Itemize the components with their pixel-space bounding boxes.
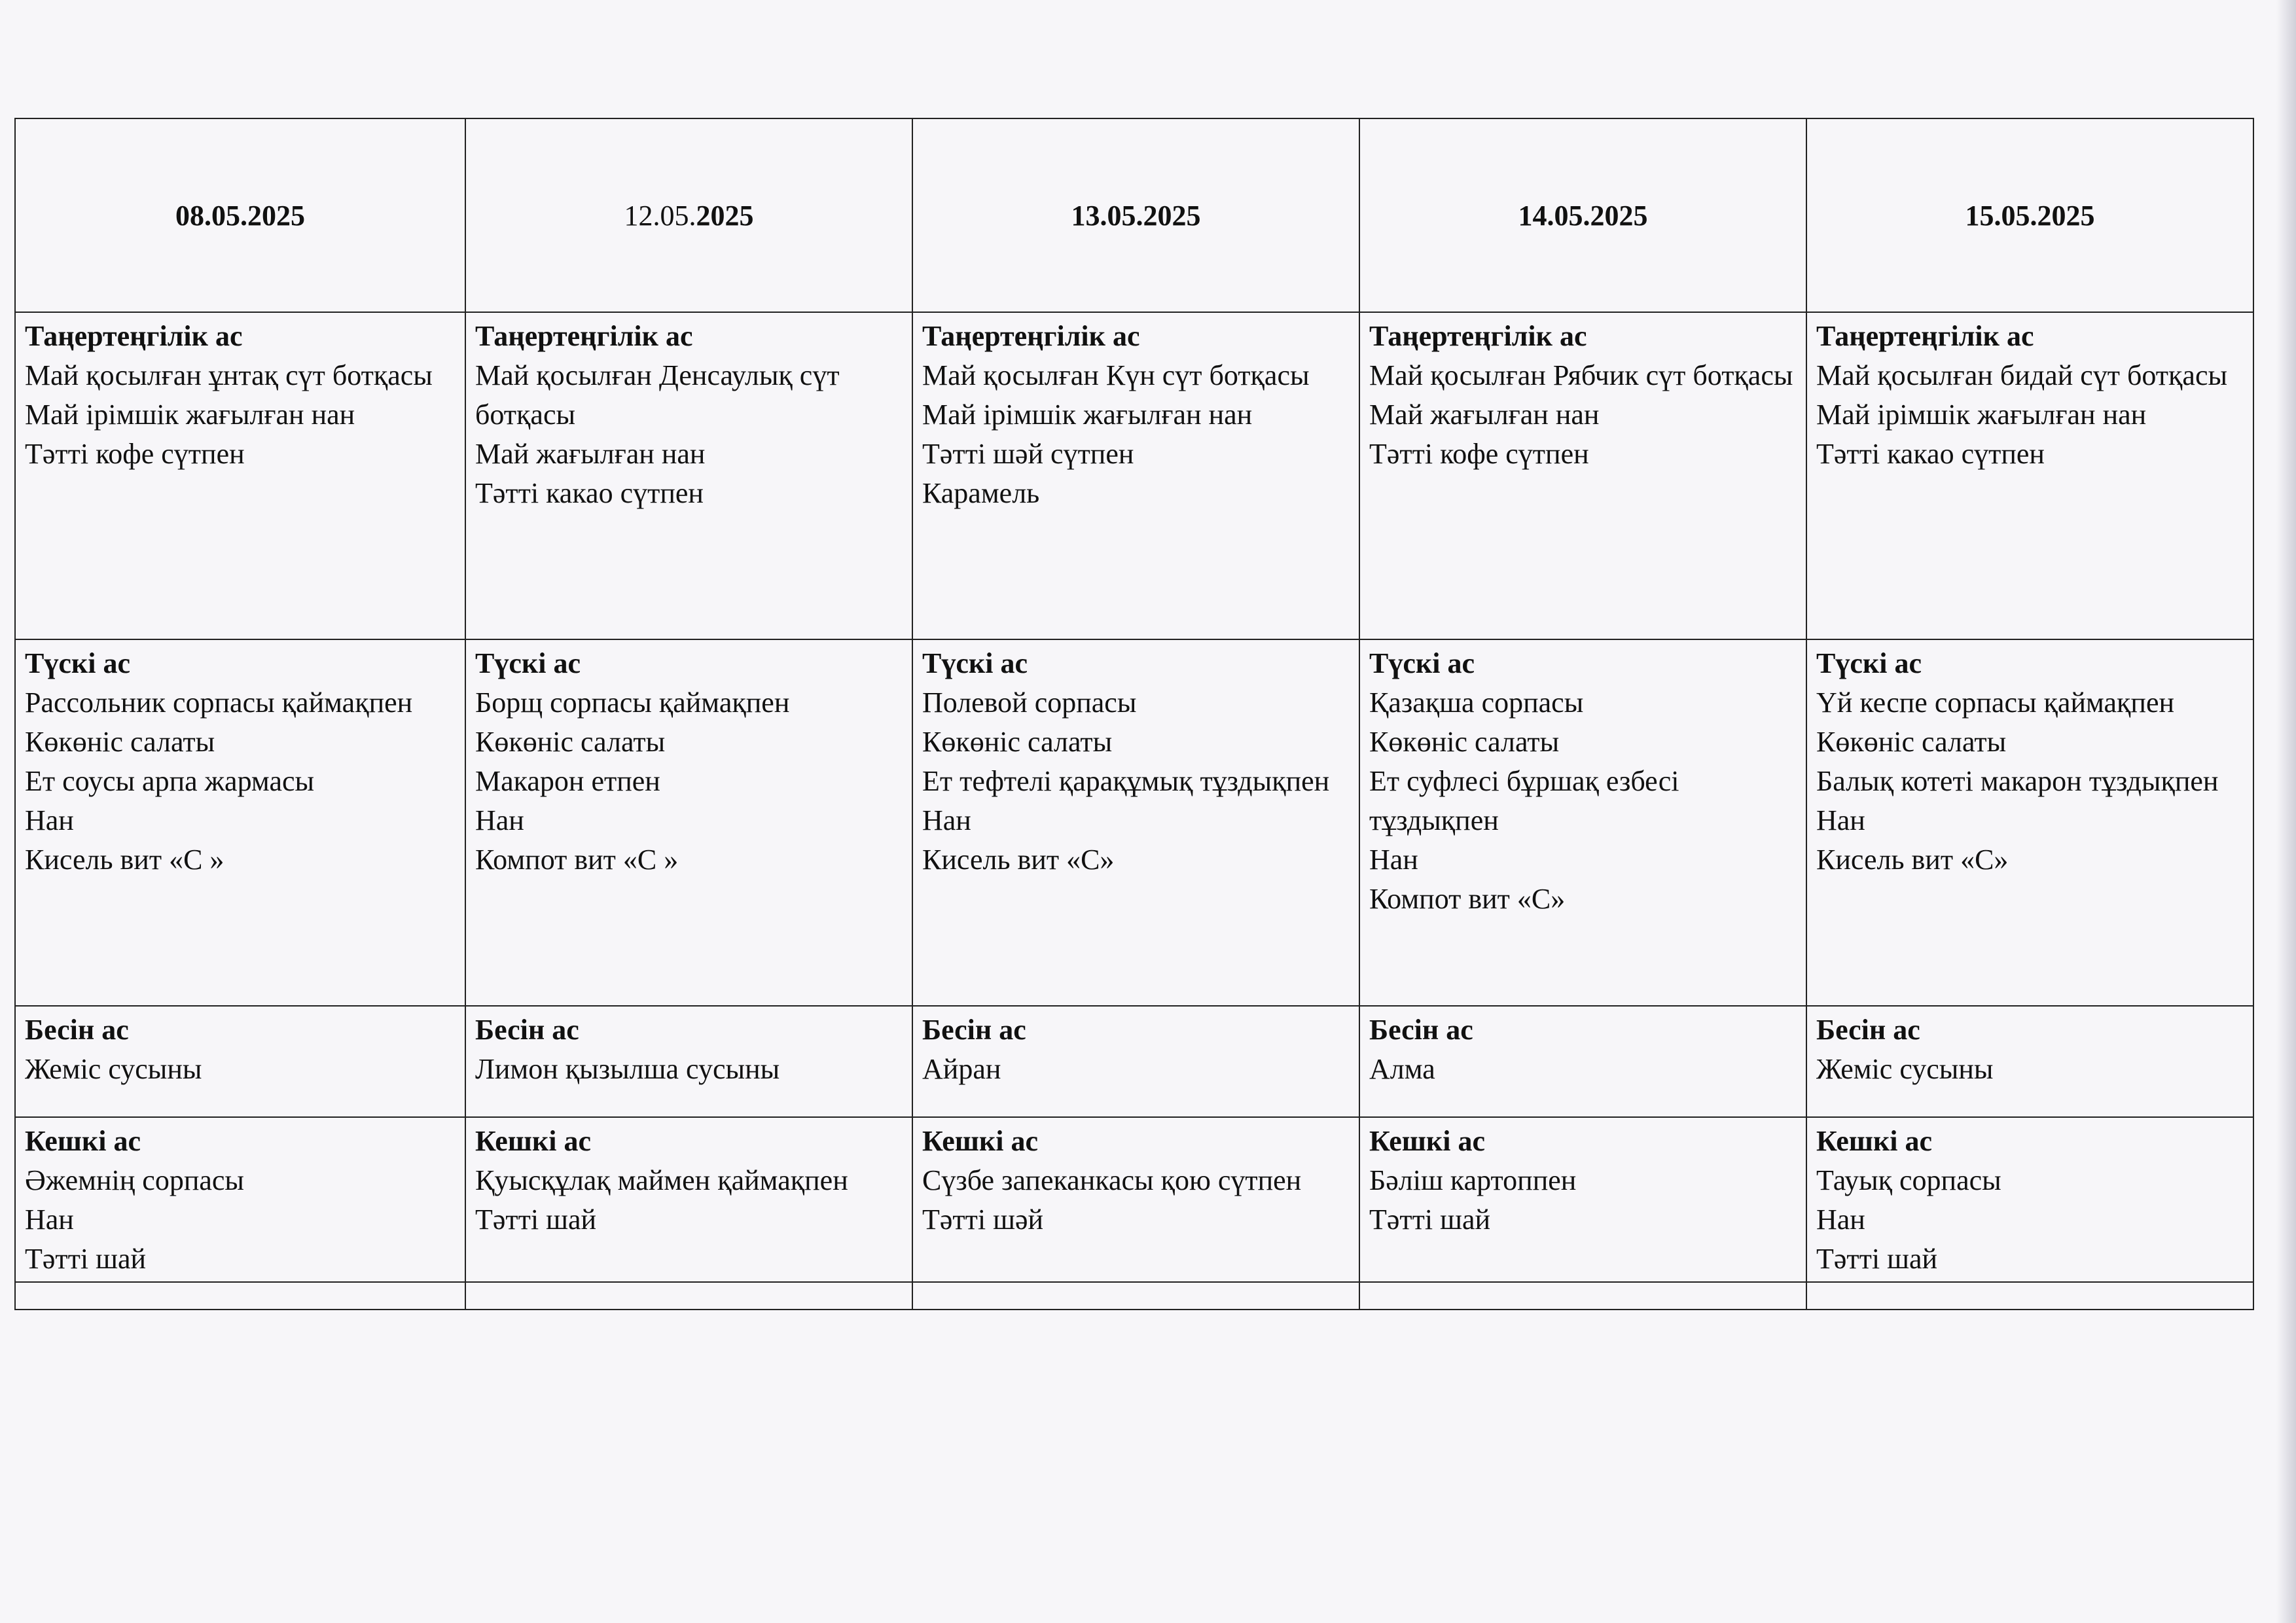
dinner-cell-4	[1359, 1117, 1806, 1282]
dish: Нан	[922, 804, 971, 836]
dish: Кисель вит «С»	[922, 844, 1115, 876]
dinner-cell-3	[912, 1117, 1359, 1282]
dish: Нан	[1369, 844, 1418, 876]
meal-title: Таңертеңгілік ас	[922, 320, 1140, 352]
dish: Көкөніс салаты	[922, 726, 1113, 758]
meal-title: Бесін ас	[1816, 1014, 1920, 1046]
dish: Тауық сорпасы	[1816, 1164, 2001, 1196]
breakfast-cell-3	[912, 312, 1359, 639]
lunch-cell-2	[465, 639, 912, 1006]
dish: Карамель	[922, 477, 1040, 509]
dish: Тәтті шай	[1816, 1243, 1938, 1275]
dish: Нан	[25, 1204, 74, 1236]
dish: Жеміс сусыны	[1816, 1053, 1994, 1085]
empty-cell	[1806, 1282, 2253, 1310]
snack-cell-1	[15, 1006, 465, 1117]
dish: Ет тефтелі қарақұмық тұздықпен	[922, 765, 1330, 797]
date-value: 08.05.2025	[175, 200, 305, 232]
date-year: 2025	[696, 200, 754, 232]
lunch-cell-4	[1359, 639, 1806, 1006]
dish: Көкөніс салаты	[1816, 726, 2007, 758]
scan-edge-shadow	[2276, 0, 2296, 1623]
dish: Май жағылған нан	[1369, 399, 1600, 431]
meal-title: Түскі ас	[1816, 647, 1922, 679]
meal-title: Таңертеңгілік ас	[25, 320, 243, 352]
meal-title: Кешкі ас	[922, 1125, 1039, 1157]
dinner-row	[15, 1117, 2253, 1282]
date-cell-1	[15, 118, 465, 312]
dish: Қазақша сорпасы	[1369, 687, 1584, 719]
dish: Балық котеті макарон тұздықпен	[1816, 765, 2219, 797]
dish: Нан	[1816, 804, 1865, 836]
dish: Тәтті шәй сүтпен	[922, 438, 1134, 470]
date-value: 14.05.2025	[1518, 200, 1648, 232]
dish: Май қосылған Денсаулық сүт ботқасы	[475, 359, 840, 431]
dish: Май қосылған Рябчик сүт ботқасы	[1369, 359, 1793, 391]
empty-cell	[1359, 1282, 1806, 1310]
snack-cell-4	[1359, 1006, 1806, 1117]
empty-cell	[912, 1282, 1359, 1310]
breakfast-cell-4	[1359, 312, 1806, 639]
dish: Компот вит «С»	[1369, 883, 1566, 915]
dish: Май қосылған ұнтақ сүт ботқасы	[25, 359, 433, 391]
date-value: 13.05.2025	[1071, 200, 1201, 232]
dish: Тәтті какао сүтпен	[1816, 438, 2045, 470]
lunch-row	[15, 639, 2253, 1006]
dish: Компот вит «С »	[475, 844, 679, 876]
dish: Тәтті шай	[475, 1204, 597, 1236]
meal-title: Кешкі ас	[475, 1125, 592, 1157]
dish: Ет суфлесі бұршақ езбесі тұздықпен	[1369, 765, 1679, 836]
dish: Айран	[922, 1053, 1001, 1085]
dish: Полевой сорпасы	[922, 687, 1137, 719]
dish: Тәтті шай	[25, 1243, 147, 1275]
dish: Көкөніс салаты	[1369, 726, 1560, 758]
dish: Кисель вит «С »	[25, 844, 224, 876]
meal-title: Таңертеңгілік ас	[1369, 320, 1587, 352]
lunch-cell-5	[1806, 639, 2253, 1006]
dish: Алма	[1369, 1053, 1435, 1085]
empty-cell	[15, 1282, 465, 1310]
meal-title: Түскі ас	[1369, 647, 1475, 679]
dish: Тәтті кофе сүтпен	[25, 438, 245, 470]
dish: Рассольник сорпасы қаймақпен	[25, 687, 413, 719]
meal-title: Таңертеңгілік ас	[1816, 320, 2034, 352]
dish: Қуысқұлақ маймен қаймақпен	[475, 1164, 848, 1196]
date-value: 15.05.2025	[1965, 200, 2095, 232]
snack-row	[15, 1006, 2253, 1117]
meal-title: Бесін ас	[475, 1014, 579, 1046]
dish: Макарон етпен	[475, 765, 660, 797]
dish: Тәтті шай	[1369, 1204, 1491, 1236]
dish: Нан	[475, 804, 524, 836]
breakfast-cell-2	[465, 312, 912, 639]
date-cell-4	[1359, 118, 1806, 312]
lunch-cell-3	[912, 639, 1359, 1006]
dish: Үй кеспе сорпасы қаймақпен	[1816, 687, 2175, 719]
dish: Әжемнің сорпасы	[25, 1164, 244, 1196]
dinner-cell-1	[15, 1117, 465, 1282]
dish: Көкөніс салаты	[25, 726, 215, 758]
meal-title: Түскі ас	[25, 647, 130, 679]
dish: Бәліш картоппен	[1369, 1164, 1577, 1196]
dish: Лимон қызылша сусыны	[475, 1053, 780, 1085]
meal-title: Бесін ас	[922, 1014, 1026, 1046]
dish: Май ірімшік жағылған нан	[25, 399, 355, 431]
dish: Жеміс сусыны	[25, 1053, 202, 1085]
dish: Май қосылған бидай сүт ботқасы	[1816, 359, 2228, 391]
dish: Май жағылған нан	[475, 438, 706, 470]
breakfast-row	[15, 312, 2253, 639]
dish: Борщ сорпасы қаймақпен	[475, 687, 790, 719]
lunch-cell-1	[15, 639, 465, 1006]
dish: Май қосылған Күн сүт ботқасы	[922, 359, 1310, 391]
dates-row	[15, 118, 2253, 312]
dinner-cell-5	[1806, 1117, 2253, 1282]
date-cell-2	[465, 118, 912, 312]
date-cell-5	[1806, 118, 2253, 312]
meal-title: Кешкі ас	[25, 1125, 141, 1157]
meal-title: Бесін ас	[25, 1014, 129, 1046]
snack-cell-2	[465, 1006, 912, 1117]
dish: Нан	[1816, 1204, 1865, 1236]
dish: Ет соусы арпа жармасы	[25, 765, 315, 797]
dish: Май ірімшік жағылған нан	[1816, 399, 2147, 431]
meal-title: Кешкі ас	[1816, 1125, 1933, 1157]
dish: Тәтті какао сүтпен	[475, 477, 704, 509]
snack-cell-5	[1806, 1006, 2253, 1117]
breakfast-cell-5	[1806, 312, 2253, 639]
empty-cell	[465, 1282, 912, 1310]
dish: Май ірімшік жағылған нан	[922, 399, 1253, 431]
dish: Көкөніс салаты	[475, 726, 666, 758]
snack-cell-3	[912, 1006, 1359, 1117]
dish: Сүзбе запеканкасы қою сүтпен	[922, 1164, 1302, 1196]
dish: Нан	[25, 804, 74, 836]
dinner-cell-2	[465, 1117, 912, 1282]
date-cell-3	[912, 118, 1359, 312]
weekly-menu-table	[14, 118, 2254, 1310]
meal-title: Бесін ас	[1369, 1014, 1473, 1046]
date-prefix: 12.05.	[624, 200, 696, 232]
meal-title: Түскі ас	[922, 647, 1028, 679]
dish: Тәтті кофе сүтпен	[1369, 438, 1589, 470]
meal-title: Таңертеңгілік ас	[475, 320, 693, 352]
breakfast-cell-1	[15, 312, 465, 639]
dish: Кисель вит «С»	[1816, 844, 2009, 876]
empty-row	[15, 1282, 2253, 1310]
meal-title: Кешкі ас	[1369, 1125, 1486, 1157]
dish: Тәтті шәй	[922, 1204, 1044, 1236]
meal-title: Түскі ас	[475, 647, 581, 679]
